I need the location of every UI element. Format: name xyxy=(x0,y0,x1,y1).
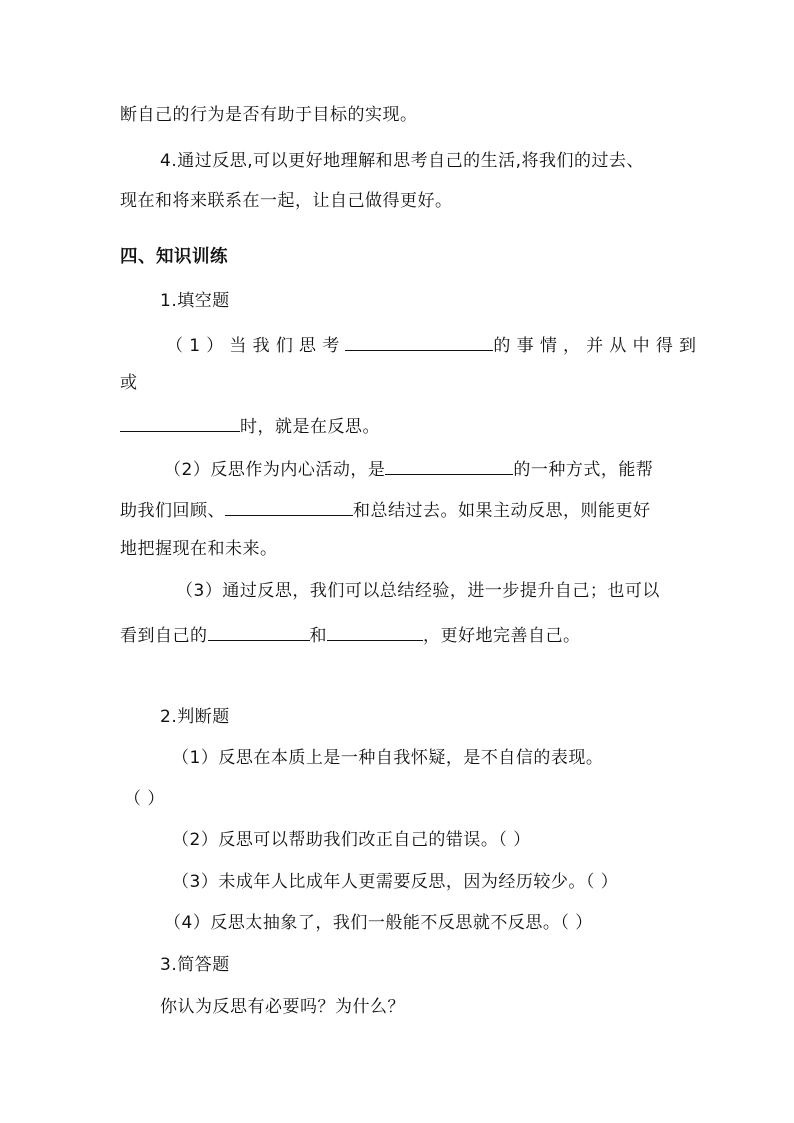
fill-q2-text-d: 和总结过去。如果主动反思，则能更好 xyxy=(353,501,651,521)
fill-q1-text-b: 的事情，并从中得到 xyxy=(493,336,703,356)
judge-q1: （1）反思在本质上是一种自我怀疑，是不自信的表现。 xyxy=(172,748,604,768)
fill-q1-line-3 xyxy=(120,413,380,438)
judge-q1-answer-paren[interactable]: （ ） xyxy=(124,789,165,809)
judge-q2: （2）反思可以帮助我们改正自己的错误。（ ） xyxy=(172,830,531,850)
intro-line-1: 断自己的行为是否有助于目标的实现。 xyxy=(120,105,418,125)
section-title: 四、知识训练 xyxy=(120,247,228,267)
judge-q3: （3）未成年人比成年人更需要反思，因为经历较少。（ ） xyxy=(172,872,619,892)
fill-heading: 1.填空题 xyxy=(160,291,230,311)
fill-q3-text-c: 和 xyxy=(309,626,327,646)
fill-q2-text-a: （2）反思作为内心活动，是 xyxy=(164,460,386,480)
judge-heading: 2.判断题 xyxy=(160,707,230,727)
fill-q2-line-1 xyxy=(164,456,653,481)
intro-point-4-line-1: 4.通过反思,可以更好地理解和思考自己的生活,将我们的过去、 xyxy=(160,151,645,171)
fill-q1-blank-2[interactable] xyxy=(120,413,240,432)
fill-q1-text-a: （1）当我们思考 xyxy=(166,336,346,356)
fill-q2-text-c: 助我们回顾、 xyxy=(120,501,225,521)
short-heading: 3.简答题 xyxy=(160,955,230,975)
fill-q2-text-b: 的一种方式，能帮 xyxy=(513,460,654,480)
fill-q3-text-b: 看到自己的 xyxy=(120,626,208,646)
fill-q3-text-d: ，更好地完善自己。 xyxy=(423,626,581,646)
judge-q4: （4）反思太抽象了，我们一般能不反思就不反思。（ ） xyxy=(164,913,593,933)
fill-q3-line-1: （3）通过反思，我们可以总结经验，进一步提升自己；也可以 xyxy=(176,581,660,601)
fill-q2-blank-2[interactable] xyxy=(225,497,353,516)
fill-q3-line-2 xyxy=(120,622,581,647)
fill-q3-blank-1[interactable] xyxy=(208,622,310,641)
fill-q3-blank-2[interactable] xyxy=(327,622,423,641)
fill-q2-line-2 xyxy=(120,497,651,522)
fill-q1-line-2: 或 xyxy=(120,373,138,393)
short-q1: 你认为反思有必要吗？为什么？ xyxy=(160,997,405,1017)
fill-q2-blank-1[interactable] xyxy=(385,456,513,475)
fill-q1-blank-1[interactable] xyxy=(345,332,493,351)
intro-point-4-line-2: 现在和将来联系在一起，让自己做得更好。 xyxy=(120,191,453,211)
fill-q1-text-d: 时，就是在反思。 xyxy=(240,417,380,437)
fill-q1-line-1 xyxy=(166,332,702,357)
fill-q2-line-3: 地把握现在和未来。 xyxy=(120,539,278,559)
